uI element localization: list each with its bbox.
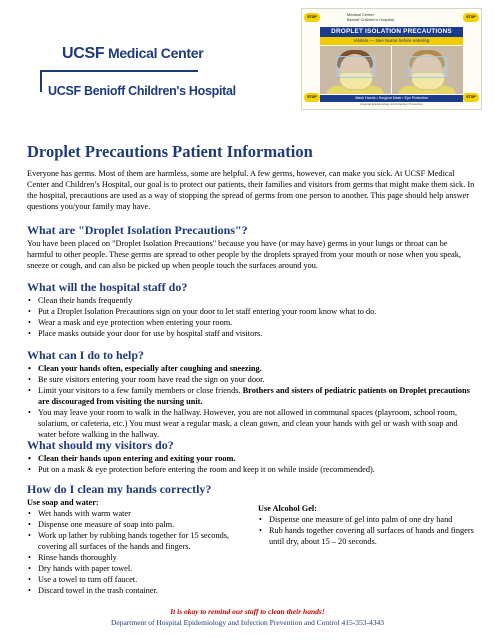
sign-header-text <box>347 12 394 22</box>
list-item: • Be sure visitors entering your room have read the sign on your door. <box>27 374 472 385</box>
stop-badge-right: STOP <box>463 13 479 22</box>
staff-list <box>27 295 472 339</box>
page-title: Droplet Precautions Patient Information <box>27 142 313 161</box>
ucsf-medical-center-logo: UCSF Medical Center <box>62 45 204 62</box>
reminder-note: It is okay to remind our staff to clean their hands! <box>170 607 325 616</box>
visitors-list <box>27 453 472 475</box>
list-item: • Dispense one measure of gel into palm of one dry hand <box>258 514 476 525</box>
help-list <box>27 363 472 440</box>
list-item: • Rinse hands thoroughly <box>27 552 249 563</box>
what-are-paragraph: You have been placed on "Droplet Isolation Precautions" because you have (or may have) germs in your lungs or throat can be harmful to other people. These germs are spread to other people by the droplets sprayed from your mouth or nose when you speak, sneeze or cough, and can also be picked up when people touch the surfaces around you. <box>27 239 461 270</box>
list-item: • Discard towel in the trash container. <box>27 585 249 596</box>
heading-hands: How do I clean my hands correctly? <box>27 482 212 496</box>
soap-water-label: Use soap and water: <box>27 498 99 507</box>
list-item <box>27 385 472 407</box>
list-item: • Clean your hands often, especially after coughing and sneezing. <box>27 363 472 374</box>
logo-childrens-hospital-text: Benioff Children's Hospital <box>84 84 236 98</box>
list-item: • Use a towel to turn off faucet. <box>27 574 249 585</box>
masked-person-photo-left <box>320 46 391 94</box>
heading-staff: What will the hospital staff do? <box>27 280 188 294</box>
alcohol-gel-list <box>258 514 476 547</box>
list-item: • Put on a mask & eye protection before entering the room and keep it on while inside (recommended). <box>27 464 472 475</box>
list-item: • Clean their hands upon entering and exiting your room. <box>27 453 472 464</box>
logo-medical-center-text: Medical Center <box>107 45 204 61</box>
heading-visitors: What should my visitors do? <box>27 438 174 452</box>
droplet-precautions-sign-image <box>301 8 482 110</box>
soap-water-list <box>27 508 249 596</box>
stop-badge-left: STOP <box>304 13 320 22</box>
heading-what-are: What are "Droplet Isolation Precautions"? <box>27 223 248 237</box>
list-item: • Wet hands with warm water <box>27 508 249 519</box>
list-item: • Rub hands together covering all surfaces of hands and fingers until dry, about 15 – 20 seconds. <box>258 525 476 547</box>
sign-instructions: Wash Hands • Surgical Mask • Eye Protection <box>320 95 463 102</box>
help-item3-text: Limit your visitors to a few family members or close friends. <box>38 386 243 395</box>
list-item: • Put a Droplet Isolation Precautions sign on your door to let staff entering your room know what to do. <box>27 306 472 317</box>
list-item: • Wear a mask and eye protection when entering your room. <box>27 317 472 328</box>
masked-person-photo-right <box>392 46 463 94</box>
sign-banner: DROPLET ISOLATION PRECAUTIONS <box>320 27 463 37</box>
sign-header-line1: Medical Center <box>347 12 374 17</box>
sign-subtitle: Visitors — See Nurse before entering <box>320 37 463 45</box>
heading-help: What can I do to help? <box>27 348 145 362</box>
logo-divider <box>40 70 198 72</box>
logo-divider-vertical <box>40 70 42 92</box>
list-item: • You may leave your room to walk in the hallway. However, you are not allowed in communal spaces (playroom, school room, solarium, or cafeteria, etc.) You must wear a regular mask, a clean gown, and clean your hands with gel or wash with soap and water before walking in the hallway. <box>27 407 472 440</box>
alcohol-gel-label: Use Alcohol Gel: <box>258 504 317 513</box>
sign-header <box>302 9 481 27</box>
list-item: • Dry hands with paper towel. <box>27 563 249 574</box>
list-item: • Dispense one measure of soap into palm. <box>27 519 249 530</box>
list-item: • Clean their hands frequently <box>27 295 472 306</box>
department-contact: Department of Hospital Epidemiology and Infection Prevention and Control 415-353-4343 <box>110 618 385 627</box>
benioff-childrens-hospital-logo: UCSF Benioff Children's Hospital <box>48 84 236 98</box>
intro-paragraph: Everyone has germs. Most of them are harmless, some are helpful. A few germs, however, can make you sick. At UCSF Medical Center and Children’s Hospital, our goal is to protect our patients, their families and visitors from germs that might make them sick. In the hospital, precautions are used as a way of stopping the spread of germs from one person to another. This page should help answer questions you/your family may have. <box>27 169 475 211</box>
sign-footnote: Hospital Epidemiology and Infection Prevention <box>360 102 423 106</box>
stop-badge-bottom-left: STOP <box>304 93 320 102</box>
list-item: • Work up lather by rubbing hands together for 15 seconds, covering all surfaces of the hands and fingers. <box>27 530 249 552</box>
sign-header-line2: Benioff Children's Hospital <box>347 17 394 22</box>
help-item3-bold-text: Brothers and sisters of pediatric patients on Droplet precautions are discouraged from visiting the nursing unit. <box>38 386 470 406</box>
stop-badge-bottom-right: STOP <box>463 93 479 102</box>
list-item: • Place masks outside your door for use by hospital staff and visitors. <box>27 328 472 339</box>
